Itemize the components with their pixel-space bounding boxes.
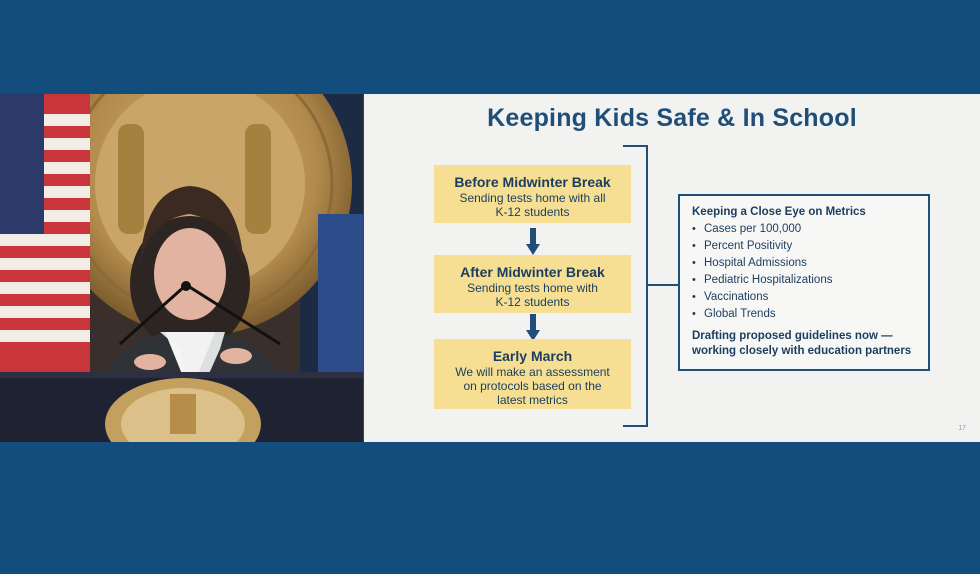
step-title: After Midwinter Break <box>460 264 605 280</box>
metrics-heading: Keeping a Close Eye on Metrics <box>692 206 866 218</box>
metrics-list <box>692 221 916 323</box>
arrow-down-icon <box>526 314 540 342</box>
list-item: • Percent Positivity <box>692 238 916 255</box>
step-description: Sending tests home with K-12 students <box>467 281 598 309</box>
slide-page-number: 17 <box>958 425 966 432</box>
step-description: We will make an assessment on protocols based on the latest metrics <box>455 365 610 407</box>
slide-title: Keeping Kids Safe & In School <box>487 104 857 132</box>
step-title: Early March <box>492 348 573 364</box>
list-item: • Pediatric Hospitalizations <box>692 272 916 289</box>
step-description: Sending tests home with all K-12 students <box>459 191 606 219</box>
list-item: • Vaccinations <box>692 289 916 306</box>
metrics-note: Drafting proposed guidelines now — working closely with education partners <box>692 330 912 357</box>
list-item: • Global Trends <box>692 306 916 323</box>
presentation-slide <box>364 94 980 442</box>
speaker-video-image <box>0 94 363 442</box>
bracket-connector <box>623 145 683 427</box>
list-item: • Cases per 100,000 <box>692 221 916 238</box>
step-before-midwinter-break <box>434 165 631 223</box>
arrow-down-icon <box>526 228 540 256</box>
video-feed <box>0 94 363 442</box>
step-after-midwinter-break <box>434 255 631 313</box>
step-title: Before Midwinter Break <box>454 174 611 190</box>
step-early-march <box>434 339 631 409</box>
list-item: • Hospital Admissions <box>692 255 916 272</box>
metrics-box <box>678 194 930 371</box>
